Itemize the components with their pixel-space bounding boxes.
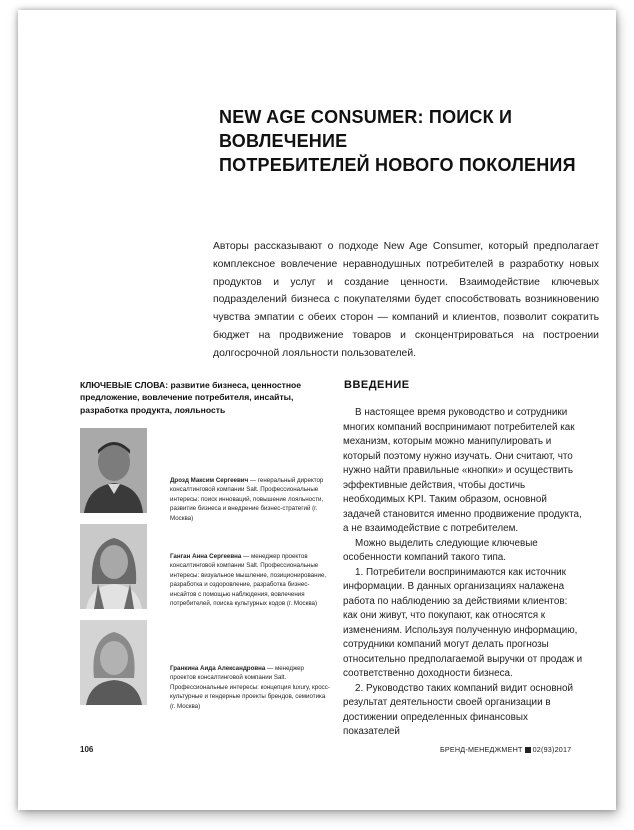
portrait-woman-icon xyxy=(80,524,147,609)
paragraph: В настоящее время руководство и сотрудники многих компаний воспринимают потребителей как механизм, которым можно манипулировать и который поэтому нужно изучать. Они считают, что нужно найти правильные «кнопки» и осуществить эффективные действия, чтобы достичь необходимых KPI. Таким образом, основной задачей становится именно продвижение продукта, а не взаимодействие с потребителем. xyxy=(343,407,582,534)
intro-body xyxy=(343,406,583,740)
author-name: Дрозд Максим Сергеевич xyxy=(170,477,249,484)
portrait-woman-icon xyxy=(80,620,147,705)
paragraph: Можно выделить следующие ключевые особенности компаний такого типа. xyxy=(343,537,538,563)
author-bio xyxy=(170,476,330,523)
journal-footer xyxy=(440,745,571,754)
author-bio xyxy=(170,664,330,711)
section-heading: ВВЕДЕНИЕ xyxy=(344,379,410,391)
journal-name: БРЕНД-МЕНЕДЖМЕНТ xyxy=(440,745,523,754)
author-photo-3 xyxy=(80,620,147,705)
article-title xyxy=(219,105,599,177)
article-abstract: Авторы рассказывают о подходе New Age Consumer, который предполагает комплексное вовлечение неравнодушных потребителей в разработку новых продуктов и услуг и создание ценности. Взаимодействие ключевых подразделений бизнеса с покупателями будет способствовать возникновению чувства эмпатии с обеих сторон — компаний и клиентов, позволит сократить бюджет на продвижение товаров и сконцентрироваться на построении долгосрочной лояльности пользователей. xyxy=(213,241,599,359)
author-description: — менеджер проектов консалтинговой компании Salt. Профессиональные интересы: визуальное мышление, позиционирование, разработка и оздоровление, разработка бизнес-инсайтов с помощью наблюдения, вовлечения потребителей, поиска культурных кодов (г. Москва) xyxy=(170,553,327,608)
page-number: 106 xyxy=(80,745,94,754)
article-title-line-2: ПОТРЕБИТЕЛЕЙ НОВОГО ПОКОЛЕНИЯ xyxy=(219,155,576,175)
square-separator-icon xyxy=(525,747,531,753)
paragraph: 1. Потребители воспринимаются как источник информации. В данных организациях налажена работа по наблюдению за действиями клиентов: как они живут, что покупают, как относятся к изменениям. Используя полученную информацию, сотрудники компаний могут делать прогнозы относительно предполагаемой выручки от продаж и соответственно доходности бизнеса. xyxy=(343,566,583,679)
issue-number: 02(93)2017 xyxy=(532,745,572,754)
author-photo-2 xyxy=(80,524,147,609)
keywords-text: развитие бизнеса, ценностное предложение, вовлечение потребителя, инсайты, разработка продукта, лояльность xyxy=(80,380,302,415)
paragraph: 2. Руководство таких компаний видит основной результат деятельности своей организации в достижении определенных финансовых показателей xyxy=(343,682,574,737)
author-photo-1 xyxy=(80,428,147,513)
author-description: — менеджер проектов консалтинговой компании Salt. Профессиональные интересы: концепция luxury, кросс-культурные и гендерные проекты брендов, семиотика (г. Москва) xyxy=(170,665,330,710)
author-name: Ганган Анна Сергеевна xyxy=(170,553,242,560)
article-title-line-1: NEW AGE CONSUMER: ПОИСК И ВОВЛЕЧЕНИЕ xyxy=(219,107,513,151)
author-name: Гранкина Аида Александровна xyxy=(170,665,266,672)
portrait-man-icon xyxy=(80,428,147,513)
keywords-block xyxy=(80,379,320,416)
author-bio xyxy=(170,552,330,608)
author-description: — генеральный директор консалтинговой компании Salt. Профессиональные интересы: поиск инноваций, повышение лояльности, развитие бизнеса и внедрение бизнес-стратегий (г. Москва) xyxy=(170,477,324,522)
keywords-label: КЛЮЧЕВЫЕ СЛОВА: xyxy=(80,380,169,390)
